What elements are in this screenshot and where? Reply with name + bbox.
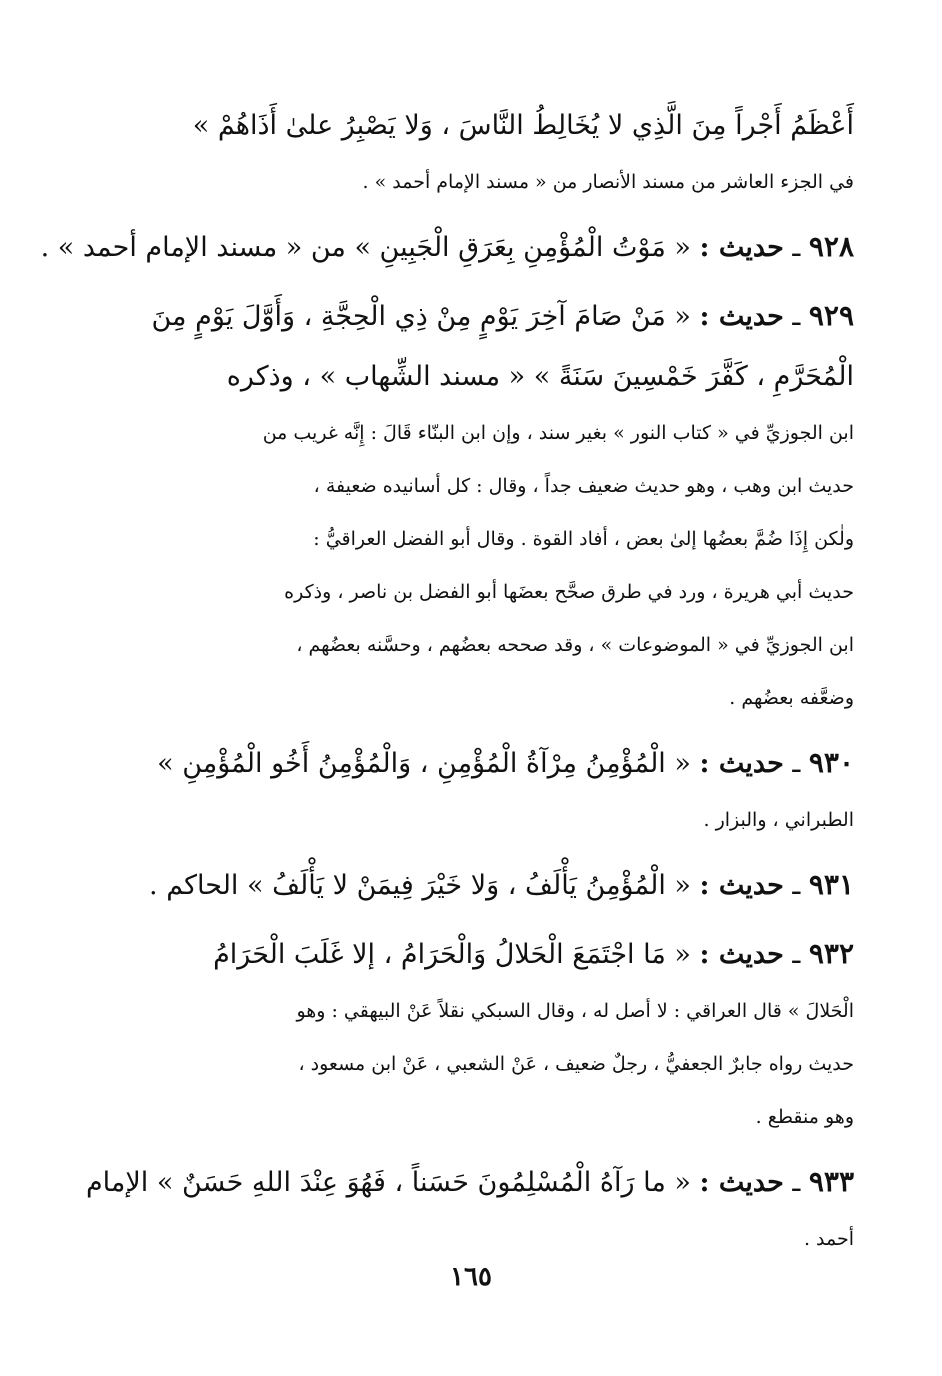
commentary-line: ابن الجوزيِّ في « كتاب النور » بغير سند ، وإن ابن البنّاء قَالَ : إِنَّه غريب من [262, 422, 854, 444]
commentary-line: حديث أبي هريرة ، ورد في طرق صحَّح بعضَها أبو الفضل بن ناصر ، وذكره [284, 581, 854, 603]
hadith-number: ٩٢٨ [808, 230, 854, 263]
hadith-text-line: « مَوْتُ الْمُؤْمِنِ بِعَرَقِ الْجَبِينِ » من « مسند الإمام أحمد » . [40, 232, 691, 263]
hadith-number: ٩٢٩ [808, 299, 854, 332]
hadith-text-line: « الْمُؤْمِنُ مِرْآةُ الْمُؤْمِنِ ، وَالْمُؤْمِنُ أَخُو الْمُؤْمِنِ » [157, 748, 691, 779]
hadith-text-line: الْحَلالَ » قال العراقي : لا أصل له ، وقال السبكي نقلاً عَنْ البيهقي : وهو [296, 1000, 854, 1022]
commentary-line: الطبراني ، والبزار . [703, 809, 854, 831]
commentary-line: ابن الجوزيِّ في « الموضوعات » ، وقد صححه بعضُهم ، وحسَّنه بعضُهم ، [296, 634, 854, 656]
hadith-entry-930: ٩٣٠ ـ حديث : « الْمُؤْمِنُ مِرْآةُ الْمُؤْمِنِ ، وَالْمُؤْمِنُ أَخُو الْمُؤْمِنِ » الطبراني ، والبزار . [106, 733, 854, 847]
hadith-label: حديث : [699, 301, 784, 332]
commentary-line: ولٰكن إِذَا ضُمَّ بعضُها إلىٰ بعض ، أفاد القوة . وقال أبو الفضل العراقيُّ : [313, 528, 854, 550]
hadith-text-line: « الْمُؤْمِنُ يَأْلَفُ ، وَلا خَيْرَ فِيمَنْ لا يَأْلَفُ » الحاكم . [149, 870, 691, 901]
hadith-text-line: « ما رَآهُ الْمُسْلِمُونَ حَسَناً ، فَهُوَ عِنْدَ اللهِ حَسَنٌ » الإمام [85, 1167, 691, 1198]
hadith-label: حديث : [699, 939, 784, 970]
commentary-line: حديث رواه جابرٌ الجعفيُّ ، رجلٌ ضعيف ، عَنْ الشعبي ، عَنْ ابن مسعود ، [298, 1053, 854, 1075]
hadith-label: حديث : [699, 870, 784, 901]
hadith-number: ٩٣٠ [808, 746, 854, 779]
hadith-text-line: « مَنْ صَامَ آخِرَ يَوْمٍ مِنْ ذِي الْحِجَّةِ ، وَأَوَّلَ يَوْمٍ مِنَ [151, 301, 691, 332]
page-number: ١٦٥ [450, 1262, 492, 1292]
hadith-entry-932: ٩٣٢ ـ حديث : « مَا اجْتَمَعَ الْحَلالُ وَالْحَرَامُ ، إلا غَلَبَ الْحَرَامُ الْحَلالَ » قال العراقي : لا أصل له ، وقال السبكي نقلاً عَنْ البيهقي : وهو حديث رواه جابرٌ الجعفيُّ ، رجلٌ ضعيف ، عَنْ الشعبي ، عَنْ ابن مسعود ، وهو منقطع . [106, 924, 854, 1144]
hadith-label: حديث : [699, 232, 784, 263]
hadith-number: ٩٣١ [808, 868, 854, 901]
hadith-entry-931: ٩٣١ ـ حديث : « الْمُؤْمِنُ يَأْلَفُ ، وَلا خَيْرَ فِيمَنْ لا يَأْلَفُ » الحاكم . [149, 868, 854, 901]
commentary-line: وضعَّفه بعضُهم . [729, 687, 854, 709]
commentary-line: حديث ابن وهب ، وهو حديث ضعيف جداً ، وقال : كل أسانيده ضعيفة ، [313, 475, 854, 497]
hadith-number: ٩٣٣ [808, 1165, 854, 1198]
continuation-block [106, 96, 854, 209]
hadith-entry-929: ٩٢٩ ـ حديث : « مَنْ صَامَ آخِرَ يَوْمٍ مِنْ ذِي الْحِجَّةِ ، وَأَوَّلَ يَوْمٍ مِنَ الْمُحَرَّمِ ، كَفَّرَ خَمْسِينَ سَنَةً » « مسند الشِّهاب » ، وذكره ابن الجوزيِّ في « كتاب النور » بغير سند ، وإن ابن البنّاء قَالَ : إِنَّه غريب من حديث ابن وهب ، وهو حديث ضعيف جداً ، وقال : كل أسانيده ضعيفة ، ولٰكن إِذَا ضُمَّ بعضُها إلىٰ بعض ، أفاد القوة . وقال أبو الفضل العراقيُّ : حديث أبي هريرة ، ورد في طرق صحَّح بعضَها أبو الفضل بن ناصر ، وذكره ابن الجوزيِّ في « الموضوعات » ، وقد صححه بعضُهم ، وحسَّنه بعضُهم ، وضعَّفه بعضُهم . [106, 286, 854, 725]
hadith-label: حديث : [699, 1167, 784, 1198]
hadith-entry-928: ٩٢٨ ـ حديث : « مَوْتُ الْمُؤْمِنِ بِعَرَقِ الْجَبِينِ » من « مسند الإمام أحمد » . [40, 230, 854, 263]
hadith-entry-933: ٩٣٣ ـ حديث : « ما رَآهُ الْمُسْلِمُونَ حَسَناً ، فَهُوَ عِنْدَ اللهِ حَسَنٌ » الإمام أحمد . [106, 1152, 854, 1266]
commentary-line: أحمد . [803, 1228, 854, 1250]
commentary-line: وهو منقطع . [755, 1106, 854, 1128]
source-note: في الجزء العاشر من مسند الأنصار من « مسند الإمام أحمد » . [362, 171, 854, 193]
hadith-number: ٩٣٢ [808, 937, 854, 970]
hadith-label: حديث : [699, 748, 784, 779]
hadith-text-line: « مَا اجْتَمَعَ الْحَلالُ وَالْحَرَامُ ، إلا غَلَبَ الْحَرَامُ [213, 939, 691, 970]
hadith-text-line: الْمُحَرَّمِ ، كَفَّرَ خَمْسِينَ سَنَةً » « مسند الشِّهاب » ، وذكره [226, 361, 854, 392]
hadith-text-line: أَعْظَمُ أَجْراً مِنَ الَّذِي لا يُخَالِطُ النَّاسَ ، وَلا يَصْبِرُ علىٰ أَذَاهُمْ » [192, 110, 854, 141]
